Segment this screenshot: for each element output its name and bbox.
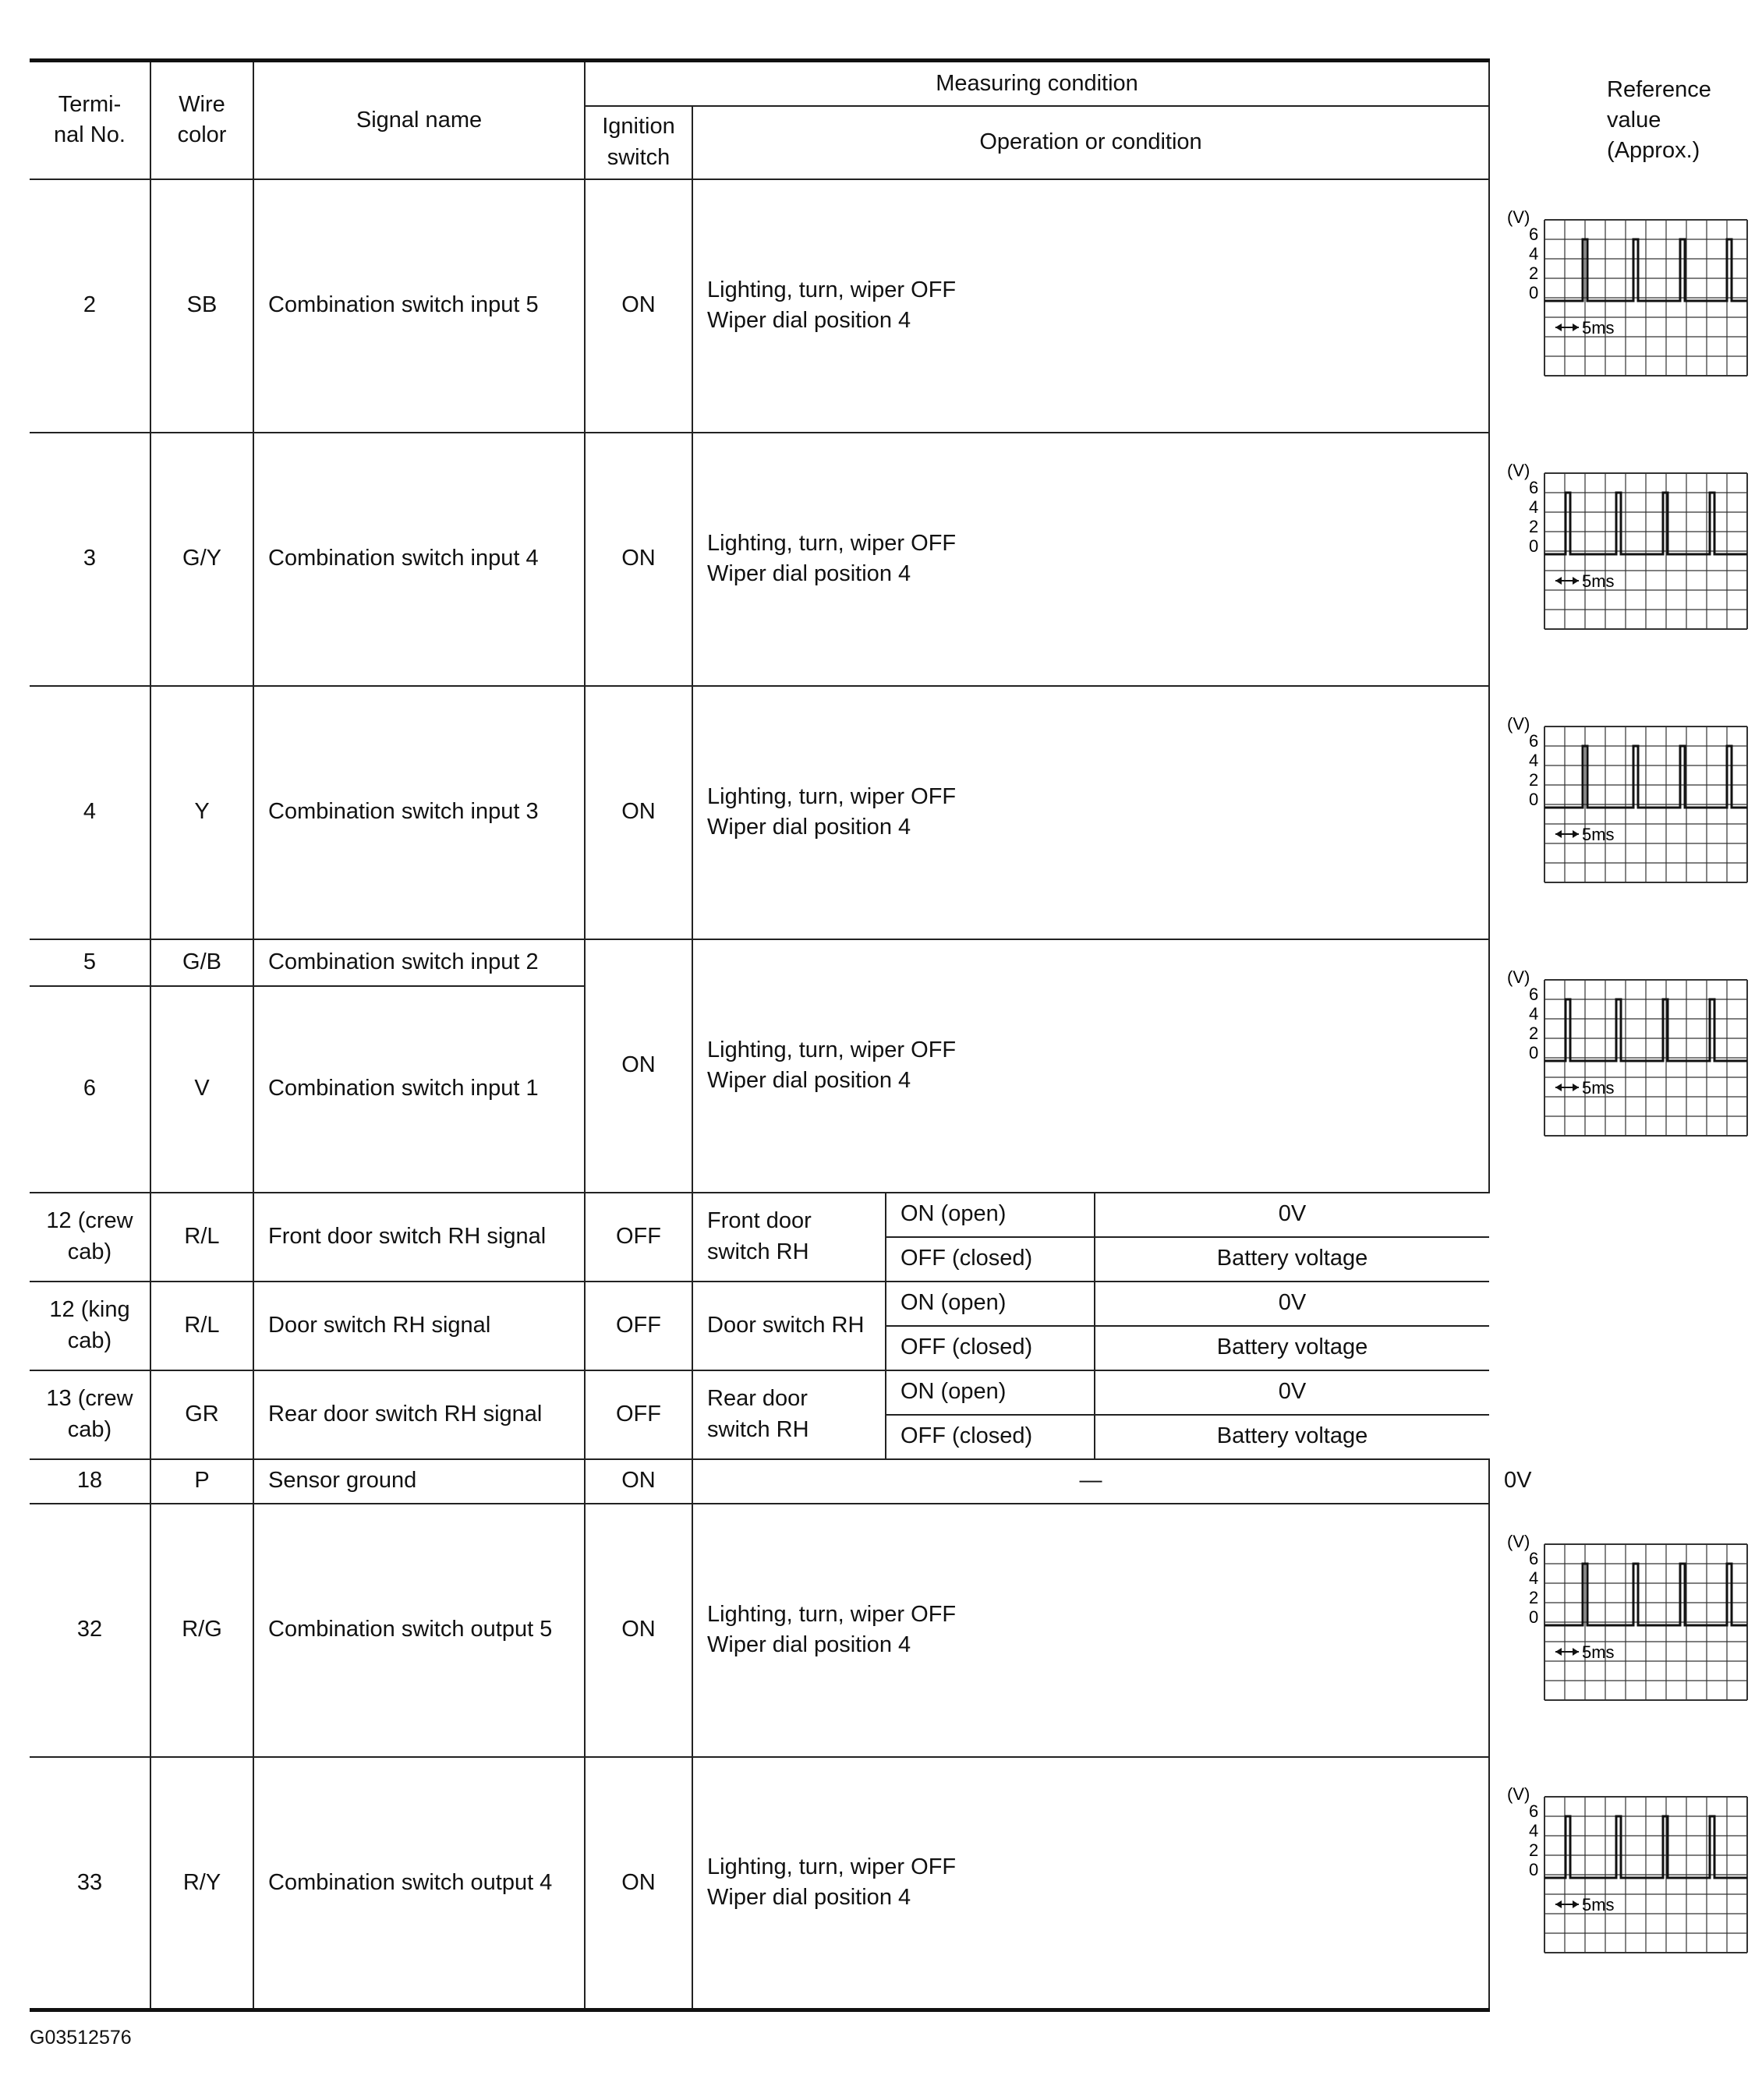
axis-unit-label: (V) xyxy=(1507,714,1530,734)
terminal-no: 2 xyxy=(30,179,150,433)
time-scale-arrow xyxy=(1573,830,1579,838)
terminal-no: 12 (king cab) xyxy=(30,1282,150,1370)
time-scale-arrow xyxy=(1555,323,1562,331)
table-row xyxy=(30,1193,1489,1237)
axis-tick-label: 6 xyxy=(1529,224,1539,244)
table-row xyxy=(30,1757,1489,2010)
header-ignition-switch: Ignition switch xyxy=(585,106,692,179)
axis-tick-label: 0 xyxy=(1529,283,1539,302)
axis-unit-label: (V) xyxy=(1507,1532,1530,1551)
time-scale-arrow xyxy=(1555,577,1562,585)
axis-unit-label: (V) xyxy=(1507,967,1530,987)
axis-tick-label: 0 xyxy=(1529,1860,1539,1880)
signal-name: Combination switch output 4 xyxy=(253,1757,585,2010)
table-row xyxy=(30,939,1489,986)
signal-name: Combination switch input 4 xyxy=(253,433,585,686)
reference-value: 0V xyxy=(1095,1282,1489,1326)
operation-condition: Lighting, turn, wiper OFF Wiper dial position 4 xyxy=(692,686,1489,939)
table-row xyxy=(30,179,1489,433)
signal-name: Combination switch input 5 xyxy=(253,179,585,433)
table-row xyxy=(30,1370,1489,1415)
state-off: OFF (closed) xyxy=(886,1415,1095,1459)
operation-condition: — xyxy=(692,1459,1489,1504)
axis-tick-label: 4 xyxy=(1529,751,1539,770)
time-scale-arrow xyxy=(1555,1900,1562,1908)
signal-name: Combination switch input 2 xyxy=(253,939,585,986)
reference-value: Battery voltage xyxy=(1095,1326,1489,1370)
terminal-no: 18 xyxy=(30,1459,150,1504)
table-row xyxy=(30,1282,1489,1326)
axis-tick-label: 2 xyxy=(1529,1023,1539,1043)
terminal-no: 6 xyxy=(30,986,150,1193)
terminal-no: 32 xyxy=(30,1504,150,1757)
waveform-oscilloscope xyxy=(1490,964,1755,1167)
operation-condition: Lighting, turn, wiper OFF Wiper dial position 4 xyxy=(692,179,1489,433)
time-scale-label: 5ms xyxy=(1582,1642,1615,1662)
ignition-value: ON xyxy=(585,179,692,433)
wire-color: R/L xyxy=(150,1282,253,1370)
axis-tick-label: 0 xyxy=(1529,1043,1539,1062)
axis-tick-label: 4 xyxy=(1529,1004,1539,1023)
time-scale-arrow xyxy=(1555,830,1562,838)
wire-color: R/Y xyxy=(150,1757,253,2010)
operation-condition: Lighting, turn, wiper OFF Wiper dial position 4 xyxy=(692,939,1489,1193)
ignition-value: OFF xyxy=(585,1282,692,1370)
time-scale-label: 5ms xyxy=(1582,1078,1615,1098)
time-scale-arrow xyxy=(1573,323,1579,331)
time-scale-label: 5ms xyxy=(1582,1895,1615,1915)
axis-tick-label: 6 xyxy=(1529,478,1539,497)
terminal-no: 12 (crew cab) xyxy=(30,1193,150,1282)
terminal-no: 5 xyxy=(30,939,150,986)
header-operation-condition: Operation or condition xyxy=(692,106,1489,179)
terminal-no: 33 xyxy=(30,1757,150,2010)
time-scale-arrow xyxy=(1573,1084,1579,1091)
signal-name: Sensor ground xyxy=(253,1459,585,1504)
wire-color: V xyxy=(150,986,253,1193)
terminal-reference-table: Termi-nal No. Wire color Signal name Measuring condition Reference value (Approx.) Ignition switch Operation or condition 2 SB Combination switch input 5 ON Lighting, turn, wiper OFF Wiper dial position 4 (V) 6 4 2 0 5ms 3 G/Y Combination switch input 4 ON Lighting, turn, wiper OFF Wiper dial position 4 (V) 6 4 2 0 5ms 4 Y Combination switch input 3 ON Lighting, turn, wiper OFF Wiper dial position 4 (V) 6 4 2 0 5ms 5 G/B Combination switch input 2 ON Lighting, turn, wiper OFF Wiper dial position 4 (V) 6 4 2 0 5ms 6 V Combination switch input 1 12 (crew cab) R/L Front door switch RH signal OFF Front door switch RH ON (open) 0V OFF (closed) Battery voltage 12 (king cab) R/L Door switch RH signal OFF Door switch RH ON (open) 0V OFF (closed) Battery voltage 13 (crew cab) GR Rear door switch RH signal OFF Rear door switch RH ON (open) 0V OFF (closed) Battery voltage 18 P Sensor ground ON — 0V 32 R/G Combination switch output 5 ON Lighting, turn, wiper OFF Wiper dial position 4 (V) 6 4 2 0 5ms 33 R/Y Combination switch output 4 ON Lighting, turn, wiper OFF Wiper dial position 4 (V) 6 4 2 0 5ms xyxy=(30,58,1489,2012)
axis-tick-label: 6 xyxy=(1529,1549,1539,1568)
state-on: ON (open) xyxy=(886,1193,1095,1237)
terminal-no: 13 (crew cab) xyxy=(30,1370,150,1459)
condition-name: Front door switch RH xyxy=(692,1193,886,1282)
table-row xyxy=(30,433,1489,686)
wire-color: GR xyxy=(150,1370,253,1459)
state-off: OFF (closed) xyxy=(886,1326,1095,1370)
reference-value: Battery voltage xyxy=(1095,1237,1489,1282)
axis-tick-label: 6 xyxy=(1529,985,1539,1004)
time-scale-arrow xyxy=(1573,1900,1579,1908)
axis-tick-label: 6 xyxy=(1529,1801,1539,1822)
waveform-oscilloscope xyxy=(1490,204,1755,407)
ignition-value: ON xyxy=(585,1459,692,1504)
signal-name: Combination switch input 1 xyxy=(253,986,585,1193)
waveform-oscilloscope xyxy=(1490,1529,1755,1731)
time-scale-arrow xyxy=(1573,1648,1579,1656)
ignition-value: OFF xyxy=(585,1193,692,1282)
terminal-table-container xyxy=(30,58,1711,2012)
axis-tick-label: 2 xyxy=(1529,263,1539,283)
axis-tick-label: 0 xyxy=(1529,536,1539,556)
state-on: ON (open) xyxy=(886,1370,1095,1415)
signal-name: Door switch RH signal xyxy=(253,1282,585,1370)
axis-tick-label: 2 xyxy=(1529,770,1539,790)
operation-condition: Lighting, turn, wiper OFF Wiper dial position 4 xyxy=(692,1504,1489,1757)
ignition-value: ON xyxy=(585,686,692,939)
axis-tick-label: 6 xyxy=(1529,731,1539,751)
reference-value: 0V xyxy=(1095,1193,1489,1237)
condition-name: Rear door switch RH xyxy=(692,1370,886,1459)
table-row: 18 P Sensor ground ON — 0V xyxy=(30,1459,1489,1504)
waveform-oscilloscope xyxy=(1490,458,1755,660)
state-on: ON (open) xyxy=(886,1282,1095,1326)
wire-color: R/L xyxy=(150,1193,253,1282)
wire-color: G/Y xyxy=(150,433,253,686)
time-scale-label: 5ms xyxy=(1582,571,1615,591)
axis-tick-label: 2 xyxy=(1529,1588,1539,1607)
axis-tick-label: 0 xyxy=(1529,1607,1539,1627)
signal-name: Rear door switch RH signal xyxy=(253,1370,585,1459)
figure-id: G03512576 xyxy=(30,2027,132,2049)
wire-color: R/G xyxy=(150,1504,253,1757)
waveform-oscilloscope xyxy=(1490,711,1755,914)
state-off: OFF (closed) xyxy=(886,1237,1095,1282)
axis-tick-label: 2 xyxy=(1529,1840,1539,1861)
ignition-value: ON xyxy=(585,939,692,1193)
signal-name: Combination switch input 3 xyxy=(253,686,585,939)
table-row xyxy=(30,1504,1489,1757)
time-scale-label: 5ms xyxy=(1582,318,1615,338)
ignition-value: ON xyxy=(585,433,692,686)
axis-tick-label: 4 xyxy=(1529,244,1539,263)
time-scale-arrow xyxy=(1573,577,1579,585)
condition-name: Door switch RH xyxy=(692,1282,886,1370)
wire-color: Y xyxy=(150,686,253,939)
wire-color: G/B xyxy=(150,939,253,986)
axis-tick-label: 0 xyxy=(1529,790,1539,809)
axis-tick-label: 4 xyxy=(1529,1568,1539,1588)
axis-tick-label: 4 xyxy=(1529,1821,1539,1841)
waveform-oscilloscope xyxy=(1490,1781,1755,1984)
ignition-value: OFF xyxy=(585,1370,692,1459)
reference-value: Battery voltage xyxy=(1095,1415,1489,1459)
wire-color: SB xyxy=(150,179,253,433)
terminal-no: 3 xyxy=(30,433,150,686)
axis-unit-label: (V) xyxy=(1507,207,1530,227)
operation-condition: Lighting, turn, wiper OFF Wiper dial position 4 xyxy=(692,433,1489,686)
header-signal-name: Signal name xyxy=(253,61,585,179)
header-terminal: Termi-nal No. xyxy=(30,61,150,179)
header-wire-color: Wire color xyxy=(150,61,253,179)
table-row xyxy=(30,686,1489,939)
ignition-value: ON xyxy=(585,1504,692,1757)
time-scale-arrow xyxy=(1555,1084,1562,1091)
ignition-value: ON xyxy=(585,1757,692,2010)
signal-name: Front door switch RH signal xyxy=(253,1193,585,1282)
axis-tick-label: 2 xyxy=(1529,517,1539,536)
axis-unit-label: (V) xyxy=(1507,461,1530,480)
wire-color: P xyxy=(150,1459,253,1504)
operation-condition: Lighting, turn, wiper OFF Wiper dial position 4 xyxy=(692,1757,1489,2010)
reference-value: 0V xyxy=(1095,1370,1489,1415)
signal-name: Combination switch output 5 xyxy=(253,1504,585,1757)
header-measuring-condition: Measuring condition xyxy=(585,61,1489,106)
axis-tick-label: 4 xyxy=(1529,497,1539,517)
time-scale-arrow xyxy=(1555,1648,1562,1656)
terminal-no: 4 xyxy=(30,686,150,939)
axis-unit-label: (V) xyxy=(1507,1784,1530,1805)
time-scale-label: 5ms xyxy=(1582,825,1615,844)
